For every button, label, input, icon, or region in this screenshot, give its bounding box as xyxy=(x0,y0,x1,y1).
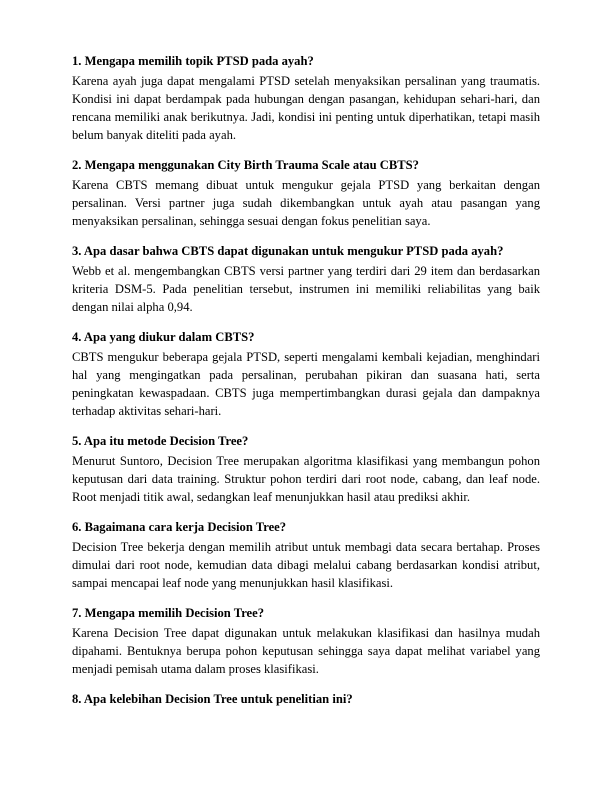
document-page xyxy=(72,52,540,720)
question-heading: 6. Bagaimana cara kerja Decision Tree? xyxy=(72,520,287,534)
qa-item-1 xyxy=(72,52,540,144)
question-heading: 5. Apa itu metode Decision Tree? xyxy=(72,434,249,448)
answer-paragraph: CBTS mengukur beberapa gejala PTSD, seperti mengalami kembali kejadian, menghindari hal yang mengingatkan pada persalinan, perubahan pikiran dan suasana hati, serta peningkatan kewaspadaan. CBTS juga mempertimbangkan durasi gejala dan dampaknya terhadap aktivitas sehari-hari. xyxy=(72,350,540,418)
answer-paragraph: Menurut Suntoro, Decision Tree merupakan algoritma klasifikasi yang membangun pohon keputusan dari data training. Struktur pohon terdiri dari root node, cabang, dan leaf node. Root menjadi titik awal, sedangkan leaf menunjukkan hasil atau prediksi akhir. xyxy=(72,454,540,504)
qa-item-2 xyxy=(72,156,540,230)
answer-paragraph: Decision Tree bekerja dengan memilih atribut untuk membagi data secara bertahap. Proses dimulai dari root node, kemudian data dibagi melalui cabang berdasarkan kondisi atribut, sampai mencapai leaf node yang menunjukkan hasil klasifikasi. xyxy=(72,540,540,590)
question-heading: 2. Mengapa menggunakan City Birth Trauma Scale atau CBTS? xyxy=(72,158,419,172)
answer-paragraph: Webb et al. mengembangkan CBTS versi partner yang terdiri dari 29 item dan berdasarkan kriteria DSM-5. Pada penelitian tersebut, instrumen ini memiliki reliabilitas yang baik dengan nilai alpha 0,94. xyxy=(72,264,540,314)
answer-paragraph: Karena ayah juga dapat mengalami PTSD setelah menyaksikan persalinan yang traumatis. Kondisi ini dapat berdampak pada hubungan dengan pasangan, kehidupan sehari-hari, dan rencana memiliki anak berikutnya. Jadi, kondisi ini penting untuk diperhatikan, tetapi masih belum banyak diteliti pada ayah. xyxy=(72,74,540,142)
question-heading: 4. Apa yang diukur dalam CBTS? xyxy=(72,330,255,344)
qa-item-3 xyxy=(72,242,540,316)
answer-paragraph: Karena CBTS memang dibuat untuk mengukur gejala PTSD yang berkaitan dengan persalinan. Versi partner juga sudah dikembangkan untuk ayah atau pasangan yang menyaksikan persalinan, sehingga sesuai dengan fokus penelitian saya. xyxy=(72,178,540,228)
answer-paragraph: Karena Decision Tree dapat digunakan untuk melakukan klasifikasi dan hasilnya mudah dipahami. Bentuknya berupa pohon keputusan sehingga saya dapat melihat variabel yang menjadi pemisah utama dalam proses klasifikasi. xyxy=(72,626,540,676)
qa-item-8 xyxy=(72,690,540,708)
qa-item-7 xyxy=(72,604,540,678)
question-heading: 7. Mengapa memilih Decision Tree? xyxy=(72,606,265,620)
question-heading: 8. Apa kelebihan Decision Tree untuk penelitian ini? xyxy=(72,692,353,706)
qa-item-6 xyxy=(72,518,540,592)
qa-item-5 xyxy=(72,432,540,506)
question-heading: 1. Mengapa memilih topik PTSD pada ayah? xyxy=(72,54,314,68)
question-heading: 3. Apa dasar bahwa CBTS dapat digunakan untuk mengukur PTSD pada ayah? xyxy=(72,244,504,258)
qa-item-4 xyxy=(72,328,540,420)
